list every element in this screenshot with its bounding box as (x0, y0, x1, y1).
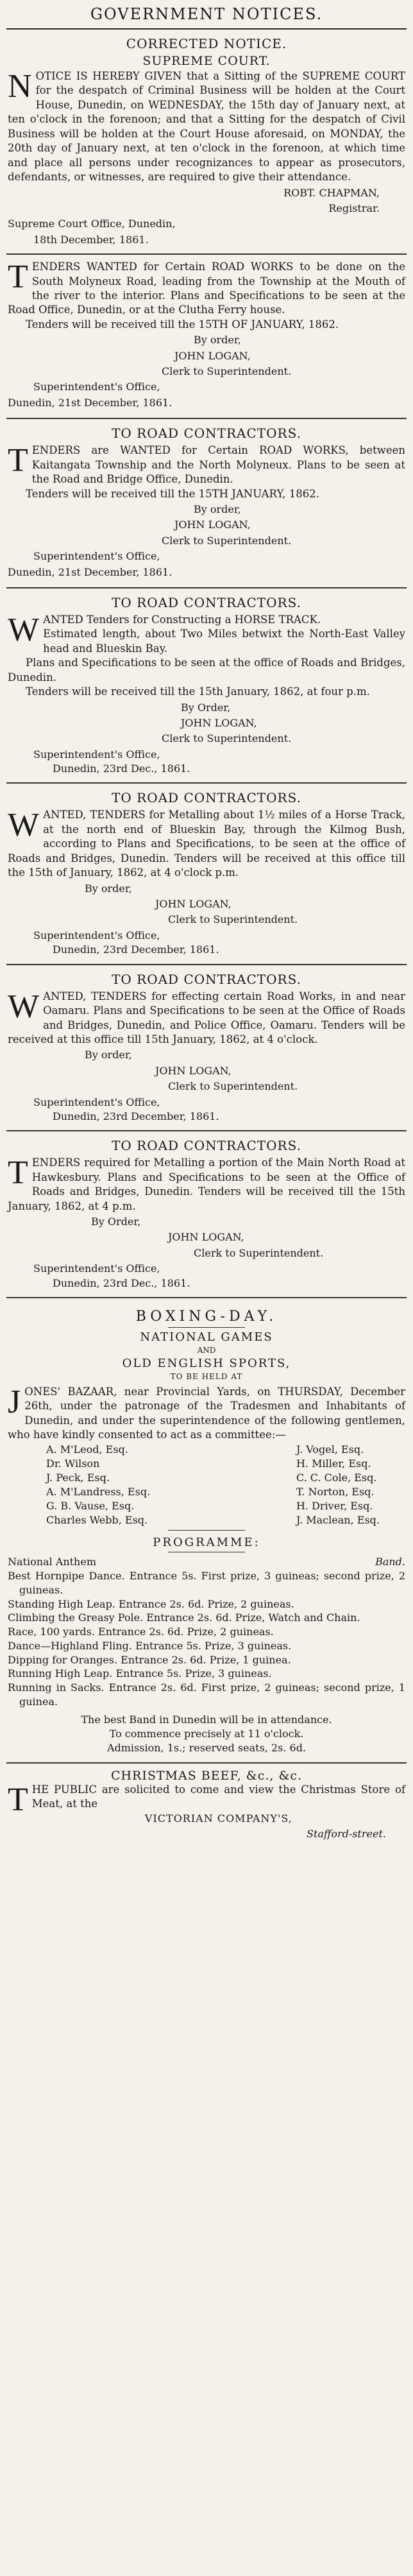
signature-title: Clerk to Superintendent. (168, 1080, 298, 1093)
admission-line: Admission, 1s.; reserved seats, 2s. 6d. (106, 1742, 307, 1755)
office-line: Supreme Court Office, Dunedin, (8, 218, 176, 230)
date-line: Dunedin, 23rd Dec., 1861. (53, 1276, 190, 1289)
committee-member: T. Norton, Esq. (296, 1486, 375, 1498)
kaitangata-notice (6, 419, 407, 588)
signature: JOHN LOGAN, (174, 349, 251, 362)
date-line: Dunedin, 21st December, 1861. (8, 396, 173, 409)
notice-body: WANTED, TENDERS for effecting certain Road Works, in and near Oamaru. Plans and Specifications to be seen at the Office of Roads and Bridges, Dunedin, and Police Office, Oamaru. Tenders will be received at this office till 15th January, 1862, at 4 o'clock. (8, 988, 405, 1045)
divider (168, 1530, 245, 1531)
signature-title: Clerk to Superintendent. (162, 534, 292, 547)
notice-heading: TO ROAD CONTRACTORS. (112, 425, 301, 442)
signature-title: Clerk to Superintendent. (162, 365, 292, 378)
xmas-street: Stafford-street. (307, 1827, 386, 1840)
committee-left (46, 1443, 150, 1527)
signature: JOHN LOGAN, (174, 519, 251, 531)
office-line: Superintendent's Office, (33, 550, 160, 563)
hawkesbury-notice (6, 1131, 407, 1298)
south-molyneux-notice (6, 255, 407, 419)
notice-body: TENDERS WANTED for Certain ROAD WORKS to be done on the South Molyneux Road, leading from the Township at the Mouth of the river to the interior. Plans and Specifications to be seen at the Road Office, Dunedin, or at the Clutha Ferry house. (8, 259, 405, 316)
programme-event: Race, 100 yards. Entrance 2s. 6d. Prize, 2 guineas. (8, 1626, 274, 1638)
notice-body: TENDERS required for Metalling a portion of the Main North Road at Hawkesbury. Plans and Specifications to be seen at the Office of Roads and Bridges, Dunedin. Tenders will be received till the 15th January, 1862, at 4 p.m. (8, 1155, 405, 1212)
signature-title: Clerk to Superintendent. (194, 1246, 324, 1259)
oamaru-notice (6, 965, 407, 1132)
notice-body: WANTED, TENDERS for Metalling about 1½ miles of a Horse Track, at the north end of Blueskin Bay, through the Kilmog Bush, according to Plans and Specifications, to be seen at the office of Roads and Bridges, Dunedin. Tenders will be received at this office till the 15th of January, 1862, at 4 o'clock p.m. (8, 807, 405, 879)
notice-heading: TO ROAD CONTRACTORS. (112, 1138, 301, 1154)
notice-body: WANTED Tenders for Constructing a HORSE TRACK. (8, 611, 321, 648)
programme-event: Dance—Highland Fling. Entrance 5s. Prize, 3 guineas. (8, 1639, 292, 1652)
notice-body-2: Tenders will be received till the 15TH JANUARY, 1862. (26, 487, 319, 500)
committee-member: J. Peck, Esq. (46, 1471, 110, 1484)
boxing-body: JONES' BAZAAR, near Provincial Yards, on THURSDAY, December 26th, under the patronage of the Tradesmen and Inhabitants of Dunedin, and under the superintendence of the following gentlemen, who have kindly consented to act as a committee:— (8, 1384, 405, 1441)
notice-body-2: Estimated length, about Two Miles betwixt the North-East Valley head and Blueskin Bay. (43, 628, 405, 655)
boxing-held: TO BE HELD AT (170, 1372, 243, 1382)
boxing-line-2: OLD ENGLISH SPORTS, (122, 1357, 291, 1371)
programme-title: PROGRAMME: (153, 1536, 260, 1550)
signature: JOHN LOGAN, (155, 898, 232, 911)
notice-subheading: SUPREME COURT. (142, 54, 271, 68)
notice-heading: TO ROAD CONTRACTORS. (112, 971, 301, 987)
signature-title: Clerk to Superintendent. (162, 732, 292, 745)
anthem-by: Band. (375, 1556, 405, 1568)
commence-line: To commence precisely at 11 o'clock. (109, 1727, 304, 1740)
date-line: Dunedin, 23rd December, 1861. (53, 1110, 219, 1122)
boxing-heading: BOXING-DAY. (135, 1309, 278, 1325)
signature: JOHN LOGAN, (181, 716, 257, 729)
committee-member: J. Maclean, Esq. (296, 1514, 380, 1527)
office-line: Superintendent's Office, (33, 1262, 160, 1275)
anthem-label: National Anthem (8, 1556, 96, 1568)
section-header: GOVERNMENT NOTICES. (6, 4, 407, 30)
boxing-day-ad (6, 1298, 407, 1764)
committee-member: C. C. Cole, Esq. (296, 1471, 377, 1484)
notice-body-2: Tenders will be received till the 15TH OF JANUARY, 1862. (26, 318, 339, 331)
date-line: Dunedin, 23rd Dec., 1861. (53, 762, 190, 775)
committee-member: A. M'Leod, Esq. (46, 1443, 128, 1455)
blueskin-bay-notice (6, 784, 407, 965)
programme-event: Standing High Leap. Entrance 2s. 6d. Prize, 2 guineas. (8, 1597, 294, 1610)
committee-member: J. Vogel, Esq. (296, 1443, 364, 1455)
programme-event: Dipping for Oranges. Entrance 2s. 6d. Prize, 1 guinea. (8, 1653, 291, 1666)
notice-body: TENDERS are WANTED for Certain ROAD WORKS, between Kaitangata Township and the North Molyneux. Plans to be seen at the Road and Bridge Office, Dunedin. (8, 442, 405, 486)
signature: ROBT. CHAPMAN, (283, 186, 380, 199)
committee-member: A. M'Landress, Esq. (46, 1486, 151, 1498)
committee-right (296, 1443, 380, 1527)
date-line: Dunedin, 21st December, 1861. (8, 565, 173, 578)
notice-heading: TO ROAD CONTRACTORS. (112, 790, 301, 806)
signature-title: Registrar. (328, 202, 380, 214)
christmas-beef-ad (6, 1764, 407, 1842)
by-order: By Order, (91, 1215, 141, 1228)
horse-track-notice (6, 588, 407, 784)
by-order: By order, (85, 882, 132, 895)
programme-event: Running in Sacks. Entrance 2s. 6d. First prize, 2 guineas; second prize, 1 guinea. (8, 1681, 405, 1708)
office-line: Superintendent's Office, (33, 929, 160, 941)
boxing-line-1: NATIONAL GAMES (140, 1330, 273, 1344)
notice-body-3: Plans and Specifications to be seen at the office of Roads and Bridges, Dunedin. (8, 657, 405, 683)
programme-event: Running High Leap. Entrance 5s. Prize, 3 guineas. (8, 1667, 272, 1680)
xmas-store: VICTORIAN COMPANY'S, (144, 1812, 292, 1825)
by-order: By order, (194, 502, 241, 515)
committee-list (8, 1443, 405, 1527)
by-order: By order, (85, 1049, 132, 1061)
signature: JOHN LOGAN, (168, 1231, 244, 1244)
committee-member: H. Driver, Esq. (296, 1500, 373, 1513)
xmas-body: THE PUBLIC are solicited to come and view the Christmas Store of Meat, at the (8, 1781, 405, 1818)
notice-body: NOTICE IS HEREBY GIVEN that a Sitting of the SUPREME COURT for the despatch of Criminal Business will be holden at the Court House, Dunedin, on WEDNESDAY, the 15th day of January next, at ten o'clock in the forenoon; and that a Sitting for the despatch of Civil Business will be holden at the Court House aforesaid, on MONDAY, the 20th day of January next, at ten o'clock in the forenoon, at which time and place all persons under recognizances to appear as prosecutors, defendants, or witnesses, are required to give their attendance. (8, 68, 405, 184)
programme-event: Best Hornpipe Dance. Entrance 5s. First prize, 3 guineas; second prize, 2 guineas. (8, 1570, 405, 1596)
office-line: Superintendent's Office, (33, 748, 160, 760)
band-line: The best Band in Dunedin will be in attendance. (81, 1713, 332, 1726)
signature-title: Clerk to Superintendent. (168, 913, 298, 926)
by-order: By Order, (181, 701, 231, 714)
supreme-court-notice (6, 30, 407, 255)
boxing-and: AND (197, 1346, 216, 1355)
date-line: 18th December, 1861. (33, 233, 149, 246)
signature: JOHN LOGAN, (155, 1064, 232, 1077)
date-line: Dunedin, 23rd December, 1861. (53, 943, 219, 956)
programme-anthem (8, 1555, 405, 1569)
programme-event: Climbing the Greasy Pole. Entrance 2s. 6d. Prize, Watch and Chain. (8, 1611, 360, 1624)
office-line: Superintendent's Office, (33, 381, 160, 393)
divider (168, 1327, 245, 1328)
committee-member: G. B. Vause, Esq. (46, 1500, 135, 1513)
committee-member: H. Miller, Esq. (296, 1457, 371, 1470)
by-order: By order, (194, 334, 241, 347)
notice-body-4: Tenders will be received till the 15th January, 1862, at four p.m. (26, 685, 370, 698)
notice-heading: TO ROAD CONTRACTORS. (112, 594, 301, 610)
xmas-heading: CHRISTMAS BEEF, &c., &c. (110, 1768, 303, 1783)
notice-heading: CORRECTED NOTICE. (126, 36, 287, 51)
committee-member: Charles Webb, Esq. (46, 1514, 148, 1527)
office-line: Superintendent's Office, (33, 1095, 160, 1108)
committee-member: Dr. Wilson (46, 1457, 100, 1470)
